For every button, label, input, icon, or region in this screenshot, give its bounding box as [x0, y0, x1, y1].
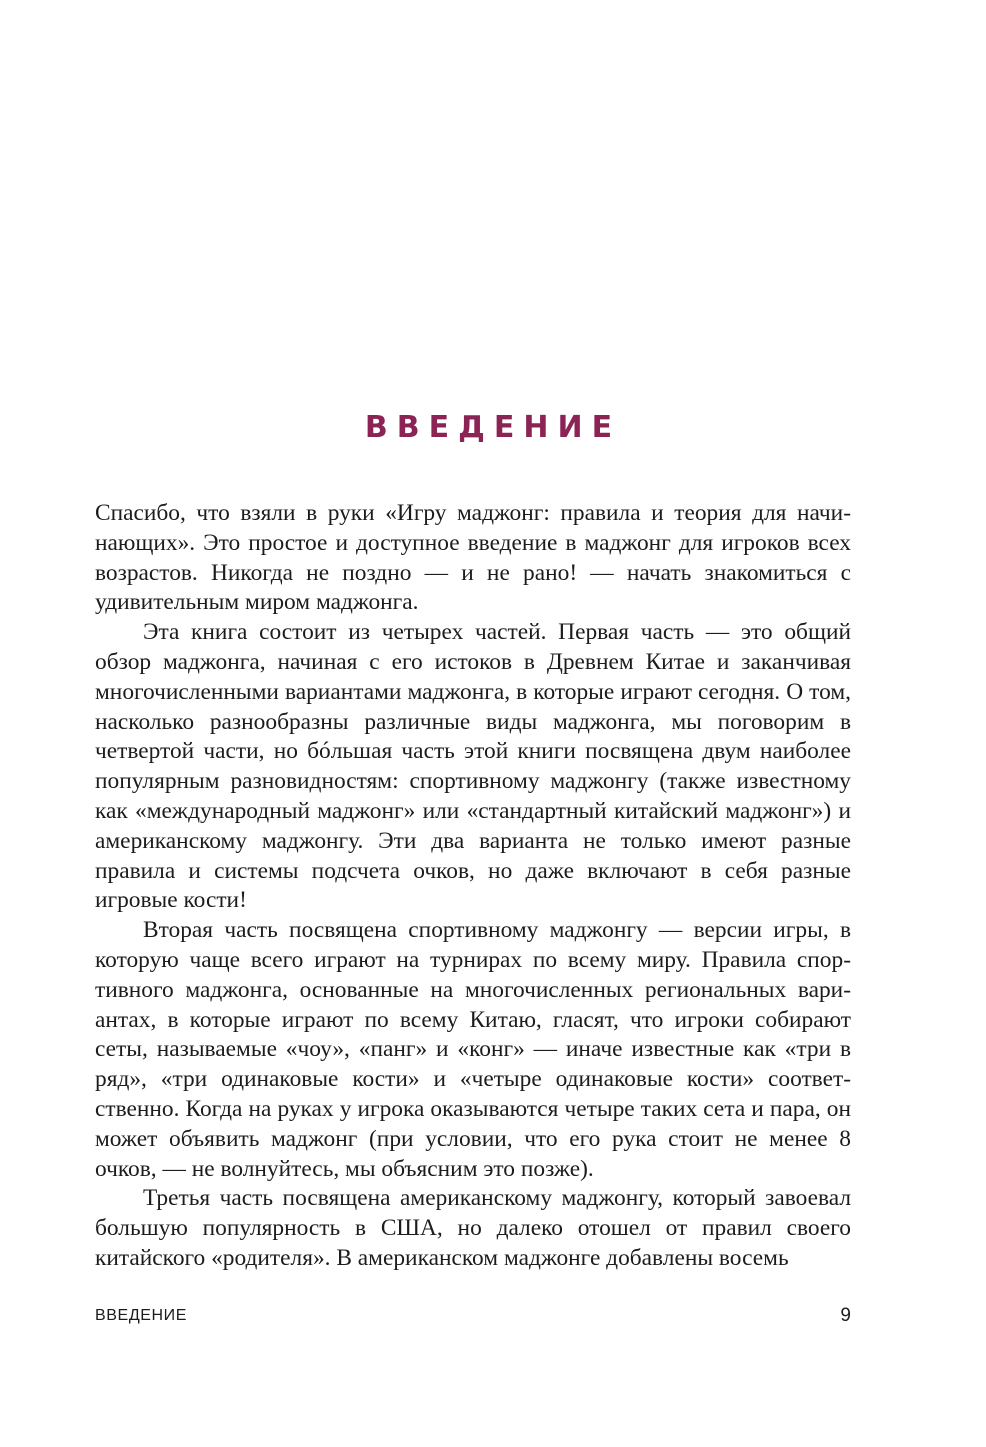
paragraph-intro: Спасибо, что взяли в руки «Игру маджонг: правила и теория для начинающих». Это простое и доступное введение в маджонг для игроков всех возрастов. Никогда не поздно — и не рано! — начать знакомиться с удивительным миром маджонга. [95, 500, 851, 616]
paragraph-structure: Эта книга состоит из четырех частей. Первая часть — это общий обзор маджонга, начиная с его истоков в Древнем Китае и заканчивая многочисленными вариантами маджонга, в которые играют сегодня. О том, насколько разнообразны различные виды маджонга, мы поговорим в четвертой части, но бóльшая часть этой книги посвящена двум наиболее популярным разновидностям: спортивному маджонгу (также известному как «международный маджонг» или «стандартный китайский маджонг») и американскому маджонгу. Эти два варианта не только имеют разные правила и системы подсчета очков, но даже включают в себя разные игровые кости! [95, 619, 851, 914]
page-number: 9 [840, 1305, 851, 1326]
paragraph-part-three: Третья часть посвящена американскому маджонгу, который завоевал большую популярность в США, но далеко отошел от правил своего китайского «родителя». В американском маджонге добавлены восемь [95, 1185, 851, 1271]
chapter-title: ВВЕДЕНИЕ [364, 410, 622, 445]
page-footer [95, 1307, 851, 1331]
body-text [95, 499, 851, 1274]
running-footer-section: ВВЕДЕНИЕ [95, 1307, 188, 1324]
paragraph-part-two: Вторая часть посвящена спортивному маджонгу — версии игры, в которую чаще всего играют на турнирах по всему миру. Правила спортивного маджонга, основанные на многочисленных региональных вариантах, в которые играют по всему Китаю, гласят, что игроки собирают сеты, называемые «чоу», «панг» и «конг» — иначе известные как «три в ряд», «три одинаковые кости» и «четыре одинаковые кости» соответственно. Когда на руках у игрока оказываются четыре таких сета и пара, он может объявить маджонг (при условии, что его рука стоит не менее 8 очков, — не волнуйтесь, мы объясним это позже). [95, 917, 851, 1182]
